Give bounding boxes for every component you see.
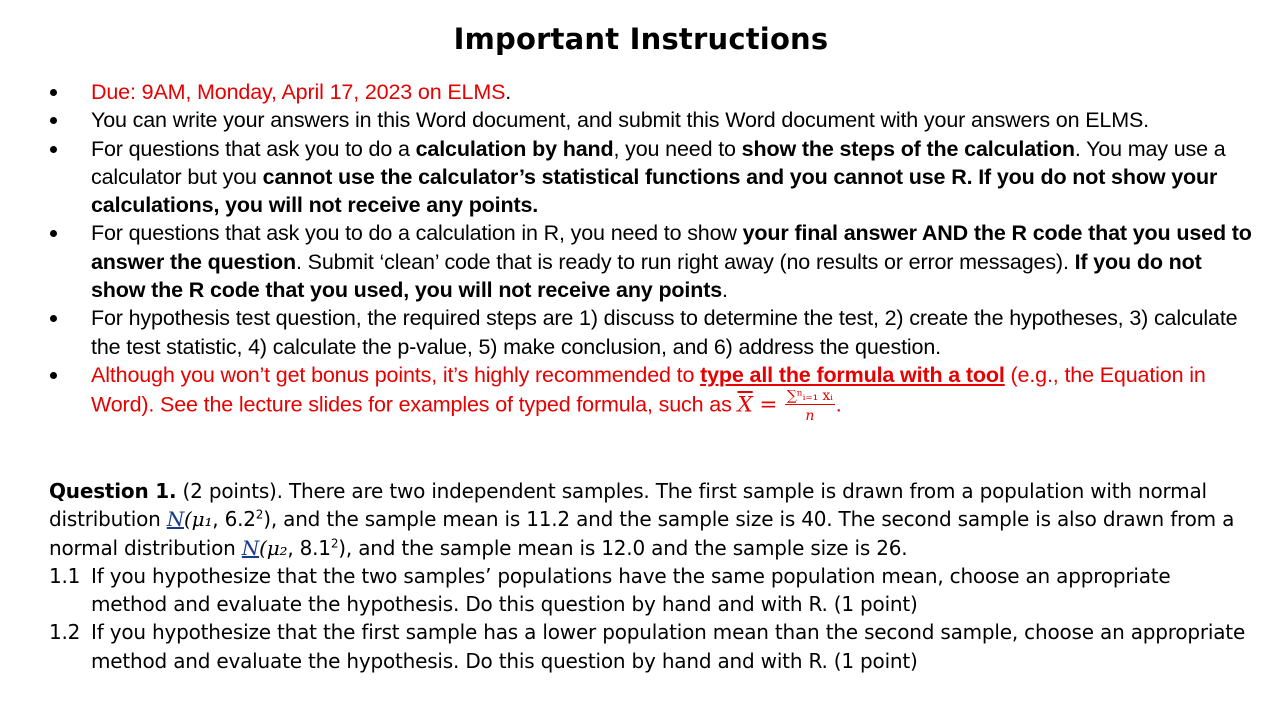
instruction-due [0,78,1282,106]
r-code-p2: your final answer AND the R code that you used to answer the question [91,221,1252,274]
bullet-icon [50,146,57,153]
instructions-list [0,78,1282,423]
instruction-by-hand [0,135,1282,220]
fraction-numerator: ∑ⁿᵢ₌₁ xᵢ [786,388,833,405]
question-1-label: Question 1. [49,479,177,503]
bullet-icon [50,372,57,379]
bullet-icon [50,230,57,237]
q1-exp1: 2 [255,507,264,522]
bullet-icon [50,89,57,96]
q1-param1: , 6.2 [212,507,256,532]
equals-sign: = [752,392,784,418]
question-1-1 [49,562,1249,619]
question-1 [49,477,1249,675]
instruction-submit [0,106,1282,134]
q1-intro-c: ), and the sample mean is 12.0 and the sample size is 26. [338,535,908,560]
formula-tool-link[interactable]: type all the formula with a tool [700,362,1005,387]
mu2-symbol: (μ₂ [259,535,288,560]
due-text: Due: 9AM, Monday, April 17, 2023 on ELMS [91,80,506,104]
instruction-formula [0,361,1282,423]
page-title: Important Instructions [453,22,829,56]
by-hand-p2: calculation by hand [415,136,614,161]
question-1-1-text: If you hypothesize that the two samples’ populations have the same population mean, choose an appropriate method and evaluate the hypothesis. Do this question by hand and with R. (1 point) [91,563,1171,617]
due-end: . [505,80,512,104]
formula-end: . [835,392,842,417]
instruction-hypothesis-steps [0,304,1282,361]
by-hand-p4: show the steps of the calculation [741,136,1075,161]
bullet-icon [50,315,57,322]
submit-text: You can write your answers in this Word document, and submit this Word document with your answers on ELMS. [91,108,1150,133]
instruction-r-code [0,219,1282,304]
question-1-2 [49,618,1249,675]
q1-exp2: 2 [330,535,339,550]
q1-intro-b: ), and the sample mean is 11.2 and the sample size is 40. The second sample is also drawn from a normal distribution [49,507,1235,560]
by-hand-p6: cannot use the calculator’s statistical functions and you cannot use R. If you do not show your calculations, you will not receive any points. [91,164,1218,218]
normal-symbol-2: N [241,535,260,560]
xbar-symbol: $\overline{X}$ [737,392,753,418]
fraction-denominator: n [805,408,815,425]
formula-p3: (e.g., the Equation in Word). See the lecture slides for examples of typed formula, such as [91,362,1206,417]
r-code-p4: If you do not show the R code that you used, you will not receive any points [91,249,1202,303]
mean-fraction [785,389,835,423]
formula-p1: Although you won’t get bonus points, it’s highly recommended to [91,362,701,387]
r-code-p5: . [722,278,728,303]
question-1-1-number: 1.1 [49,563,81,588]
by-hand-p5: . You may use a calculator but you [91,136,1226,189]
q1-param2: , 8.1 [287,535,331,560]
question-1-intro [49,477,1249,562]
by-hand-p1: For questions that ask you to do a [91,136,416,161]
q1-intro-a: (2 points). There are two independent samples. The first sample is drawn from a population with normal distribution [49,479,1207,532]
mu1-symbol: (μ₁ [184,507,213,532]
hypothesis-steps-text: For hypothesis test question, the required steps are 1) discuss to determine the test, 2) create the hypotheses, 3) calculate the test statistic, 4) calculate the p-value, 5) make conclusion, and 6) address the question. [91,306,1238,359]
by-hand-p3: , you need to [613,136,742,161]
question-1-2-number: 1.2 [49,620,81,645]
normal-symbol-1: N [166,507,185,532]
r-code-p3: . Submit ‘clean’ code that is ready to run right away (no results or error messages). [296,249,1075,274]
question-1-2-text: If you hypothesize that the first sample has a lower population mean than the second sample, choose an appropriate method and evaluate the hypothesis. Do this question by hand and with R. (1 point) [91,620,1246,673]
r-code-p1: For questions that ask you to do a calculation in R, you need to show [91,221,743,246]
bullet-icon [50,117,57,124]
